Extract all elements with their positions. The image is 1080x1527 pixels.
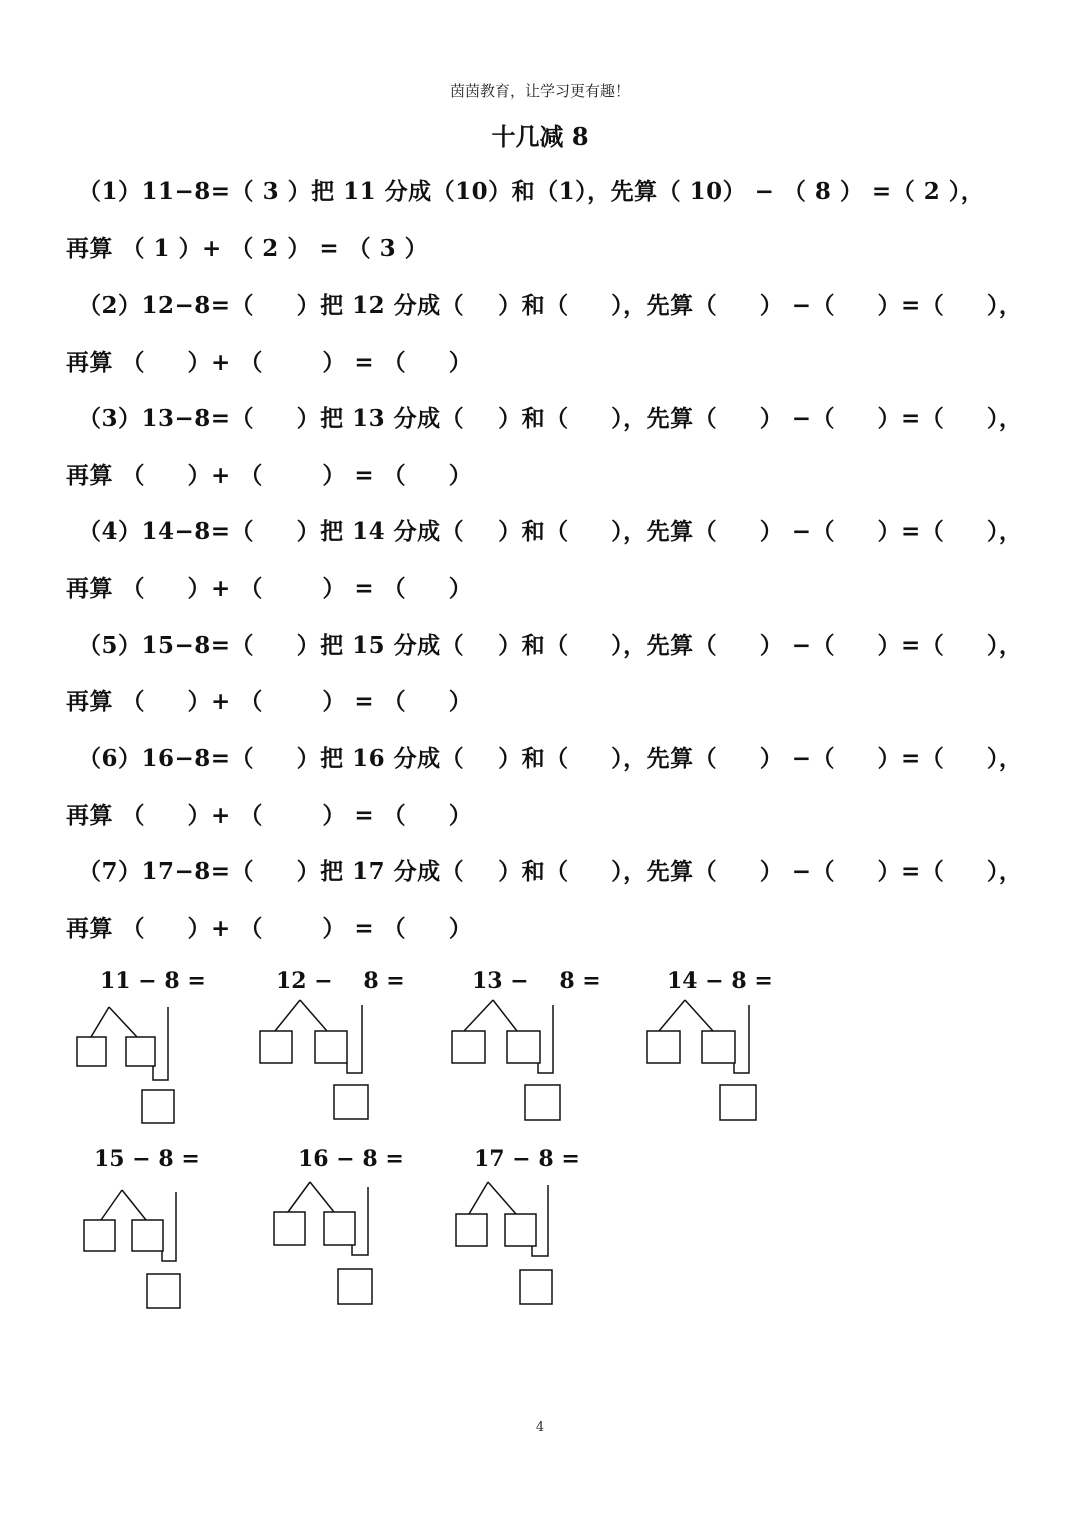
- diagram-7-expression: 17 − 8 =: [474, 1146, 580, 1172]
- exercise-7-line2: 再算 （ ）+ （ ） = （ ）: [66, 915, 473, 942]
- diagram-1-expression: 11 − 8 =: [100, 968, 206, 994]
- exercise-6-line2: 再算 （ ）+ （ ） = （ ）: [66, 802, 473, 829]
- diagram-5-box-ten[interactable]: [132, 1220, 163, 1251]
- diagram-2-expression: 12 − 8 =: [276, 968, 405, 994]
- exercise-5-line2: 再算 （ ）+ （ ） = （ ）: [66, 688, 473, 715]
- diagram-6-box-result[interactable]: [338, 1269, 372, 1304]
- diagram-7-box-result[interactable]: [520, 1270, 552, 1304]
- exercise-4-line1: （4）14−8=（ ）把 14 分成（ ）和（ ），先算（ ） −（ ）=（ ），: [78, 518, 1023, 545]
- diagram-6-expression: 16 − 8 =: [298, 1146, 404, 1172]
- exercise-4-line2: 再算 （ ）+ （ ） = （ ）: [66, 575, 473, 602]
- diagram-1-box-ten[interactable]: [126, 1037, 155, 1066]
- page-number: 4: [535, 1420, 545, 1435]
- diagram-3-box-result[interactable]: [525, 1085, 560, 1120]
- diagram-4-box-result[interactable]: [720, 1085, 756, 1120]
- diagram-7-box-ones[interactable]: [456, 1214, 487, 1246]
- diagram-4-tree: [645, 1000, 785, 1135]
- diagram-6-tree: [270, 1182, 410, 1317]
- diagram-4-box-ten[interactable]: [702, 1031, 735, 1063]
- diagram-3-expression: 13 − 8 =: [472, 968, 601, 994]
- diagram-1-box-result[interactable]: [142, 1090, 174, 1123]
- diagram-2-box-ten[interactable]: [315, 1031, 347, 1063]
- diagram-5-box-result[interactable]: [147, 1274, 180, 1308]
- diagram-1-tree: [60, 1000, 200, 1135]
- diagram-6-box-ones[interactable]: [274, 1212, 305, 1245]
- worksheet-title: 十几减 8: [491, 122, 589, 151]
- exercise-3-line1: （3）13−8=（ ）把 13 分成（ ）和（ ），先算（ ） −（ ）=（ ），: [78, 405, 1023, 432]
- exercise-1-line1: （1）11−8=（ 3 ）把 11 分成（10）和（1），先算（ 10） − （ 8 ） =（ 2 ），: [78, 178, 985, 205]
- diagram-5-box-ones[interactable]: [84, 1220, 115, 1251]
- exercise-1-line2: 再算 （ 1 ）+ （ 2 ） = （ 3 ）: [66, 235, 429, 262]
- diagram-2-tree: [255, 1000, 395, 1135]
- diagram-4-box-ones[interactable]: [647, 1031, 680, 1063]
- diagram-6-box-ten[interactable]: [324, 1212, 355, 1245]
- exercise-6-line1: （6）16−8=（ ）把 16 分成（ ）和（ ），先算（ ） −（ ）=（ ），: [78, 745, 1023, 772]
- exercise-2-line2: 再算 （ ）+ （ ） = （ ）: [66, 349, 473, 376]
- exercise-3-line2: 再算 （ ）+ （ ） = （ ）: [66, 462, 473, 489]
- header-slogan: 茵茵教育，让学习更有趣！: [449, 82, 630, 100]
- exercise-5-line1: （5）15−8=（ ）把 15 分成（ ）和（ ），先算（ ） −（ ）=（ ），: [78, 632, 1023, 659]
- exercise-2-line1: （2）12−8=（ ）把 12 分成（ ）和（ ），先算（ ） −（ ）=（ ），: [78, 292, 1023, 319]
- diagram-7-box-ten[interactable]: [505, 1214, 536, 1246]
- diagram-4-expression: 14 − 8 =: [667, 968, 773, 994]
- diagram-3-box-ten[interactable]: [507, 1031, 540, 1063]
- exercise-7-line1: （7）17−8=（ ）把 17 分成（ ）和（ ），先算（ ） −（ ）=（ ），: [78, 858, 1023, 885]
- diagram-1-box-ones[interactable]: [77, 1037, 106, 1066]
- diagram-3-box-ones[interactable]: [452, 1031, 485, 1063]
- diagram-5-tree: [80, 1182, 220, 1317]
- diagram-2-box-result[interactable]: [334, 1085, 368, 1119]
- diagram-2-box-ones[interactable]: [260, 1031, 292, 1063]
- diagram-3-tree: [450, 1000, 590, 1135]
- diagram-5-expression: 15 − 8 =: [94, 1146, 200, 1172]
- diagram-7-tree: [453, 1182, 593, 1317]
